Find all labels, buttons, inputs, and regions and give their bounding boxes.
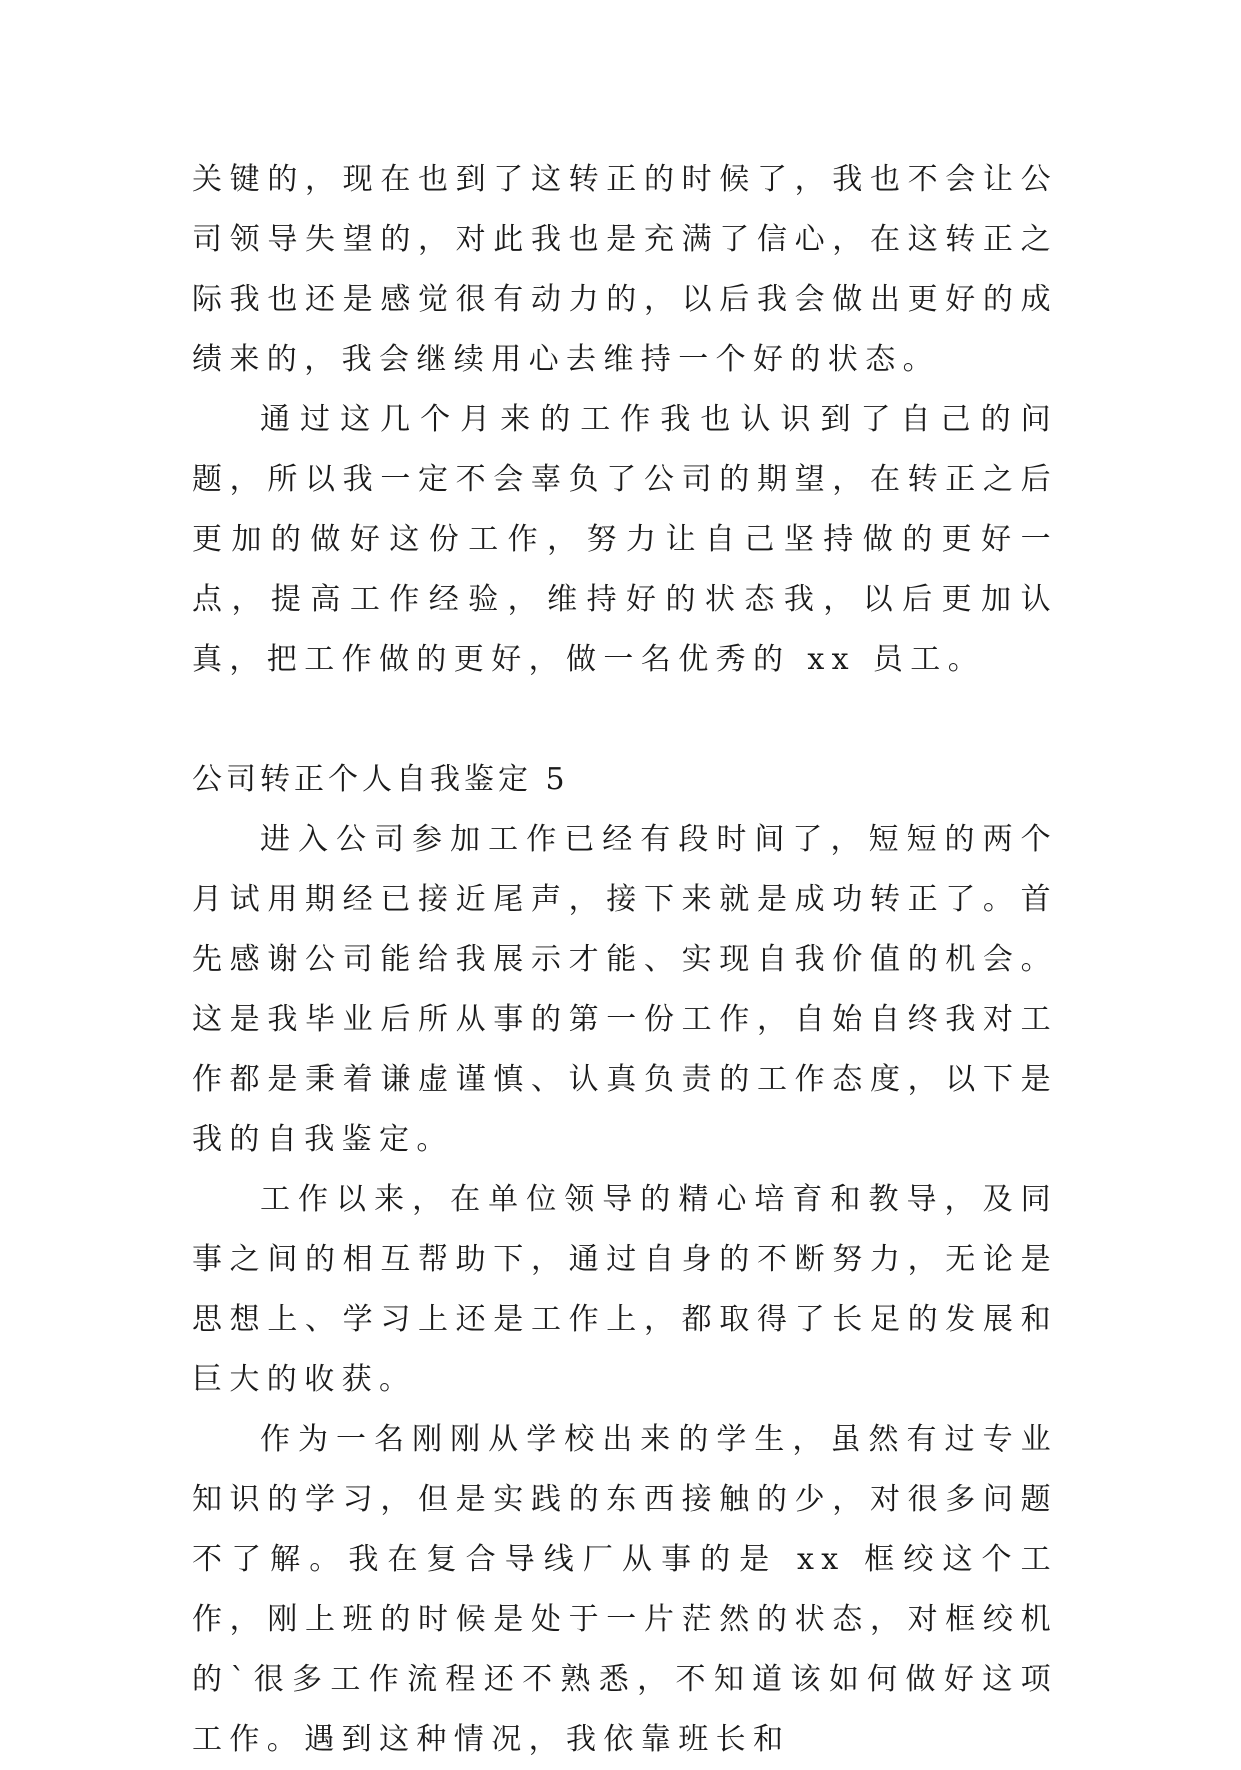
- paragraph-continued: 关键的，现在也到了这转正的时候了，我也不会让公司领导失望的，对此我也是充满了信心，在这转正之际我也还是感觉很有动力的，以后我会做出更好的成绩来的，我会继续用心去维持一个好的状态。: [192, 162, 1058, 377]
- paragraph: 进入公司参加工作已经有段时间了，短短的两个月试用期经已接近尾声，接下来就是成功转正了。首先感谢公司能给我展示才能、实现自我价值的机会。这是我毕业后所从事的第一份工作，自始自终我对工作都是秉着谦虚谨慎、认真负责的工作态度，以下是我的自我鉴定。: [192, 822, 1058, 1157]
- section-heading: 公司转正个人自我鉴定 5: [192, 762, 569, 797]
- paragraph: 通过这几个月来的工作我也认识到了自己的问题，所以我一定不会辜负了公司的期望，在转正之后更加的做好这份工作，努力让自己坚持做的更好一点，提高工作经验，维持好的状态我，以后更加认真，把工作做的更好，做一名优秀的 xx 员工。: [192, 402, 1058, 677]
- document-body: [192, 150, 1058, 1770]
- paragraph: 作为一名刚刚从学校出来的学生，虽然有过专业知识的学习，但是实践的东西接触的少，对很多问题不了解。我在复合导线厂从事的是 xx 框绞这个工作，刚上班的时候是处于一片茫然的状态，对框绞机的`很多工作流程还不熟悉，不知道该如何做好这项工作。遇到这种情况，我依靠班长和: [192, 1422, 1058, 1757]
- paragraph: 工作以来，在单位领导的精心培育和教导，及同事之间的相互帮助下，通过自身的不断努力，无论是思想上、学习上还是工作上，都取得了长足的发展和巨大的收获。: [192, 1182, 1058, 1397]
